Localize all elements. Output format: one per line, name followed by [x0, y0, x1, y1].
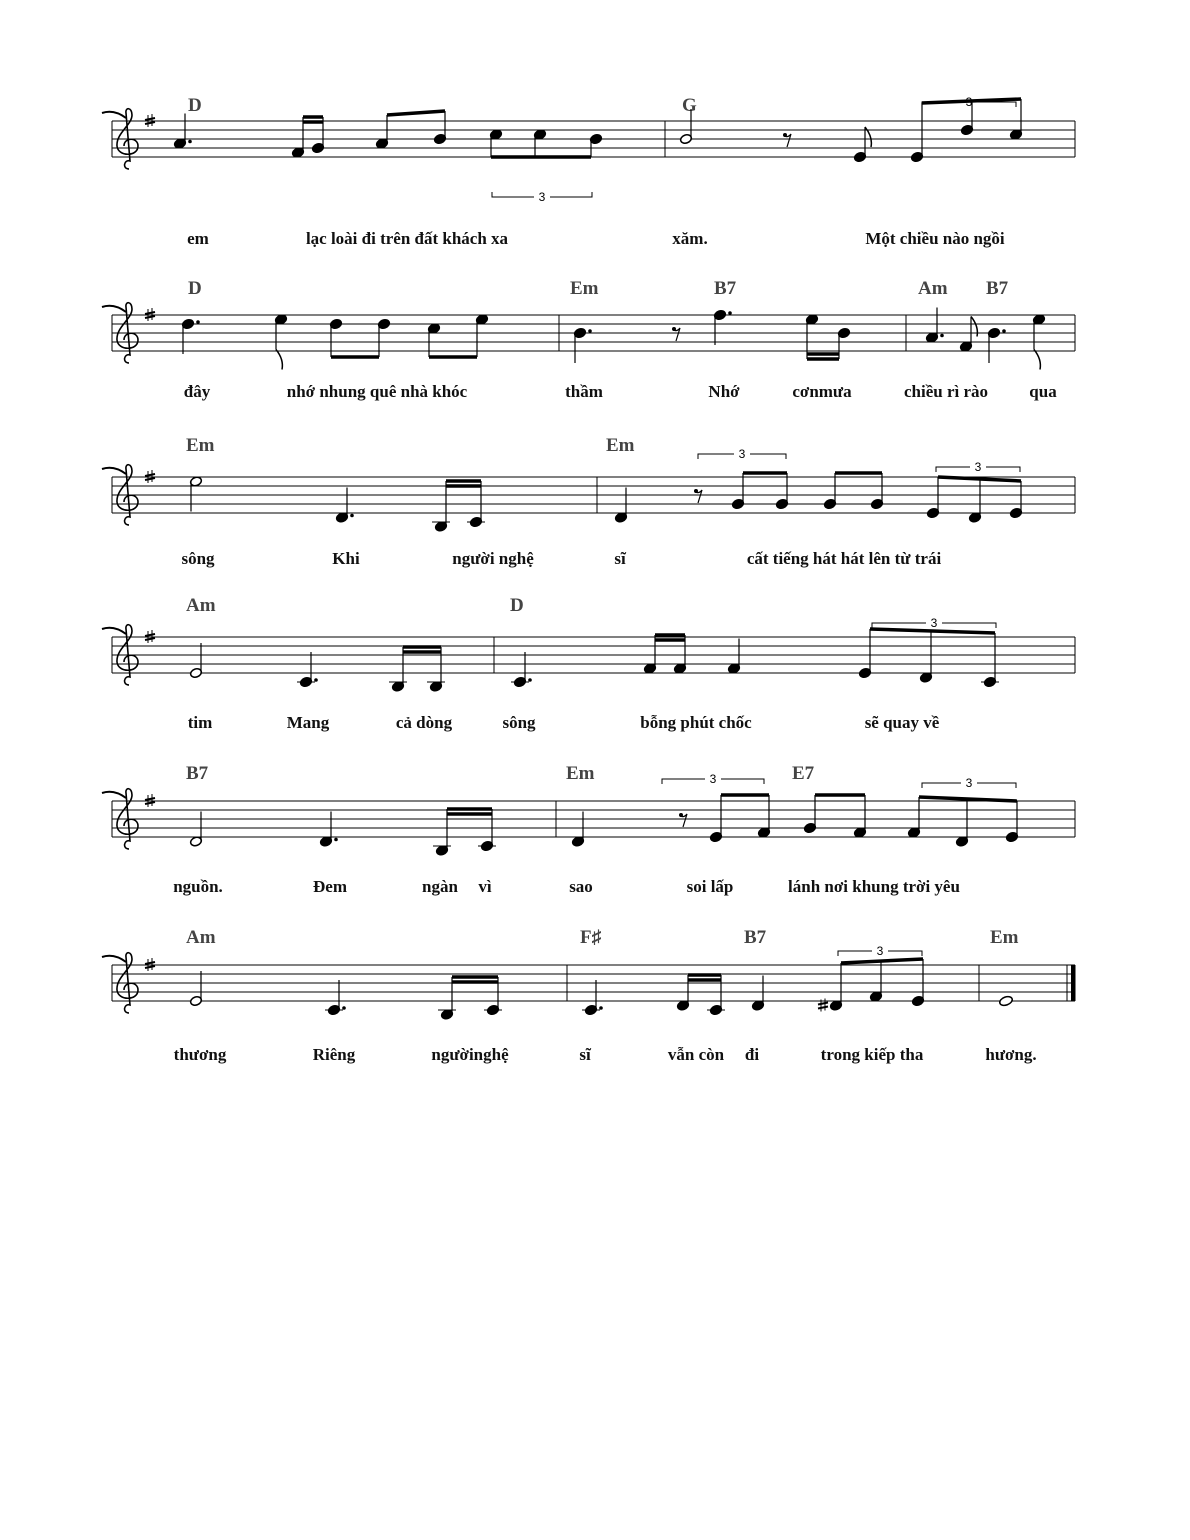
lyric-syllable: đây	[183, 382, 211, 401]
lyric-syllable: Riêng	[312, 1045, 356, 1064]
eighth-rest	[680, 814, 687, 827]
lyric-syllable: vì	[478, 877, 492, 896]
final-barline	[1071, 965, 1075, 1001]
chord-symbol: Em	[566, 763, 595, 784]
system-mark	[102, 628, 126, 634]
lyric-syllable: sông	[502, 713, 536, 732]
lyric-syllable: ngườinghệ	[431, 1045, 509, 1064]
lyric-syllable: tim	[187, 713, 213, 732]
staff-system-1	[102, 95, 1075, 248]
tuplet-number: 3	[930, 616, 938, 630]
lyric-syllable: chiều rì rào	[903, 382, 989, 401]
dot	[342, 1006, 346, 1010]
tuplet-number: 3	[965, 95, 973, 109]
staff-system-4	[102, 595, 1075, 732]
beam	[938, 477, 1021, 481]
staff-system-6	[102, 927, 1075, 1064]
chord-symbol: Em	[606, 435, 635, 456]
system-mark	[102, 792, 126, 798]
chord-symbol: Em	[570, 278, 599, 299]
flag	[276, 350, 282, 370]
lyric-syllable: sao	[569, 877, 593, 896]
system-mark	[102, 956, 126, 962]
staff-system-5	[102, 763, 1075, 896]
lyric-syllable: thầm	[565, 382, 603, 401]
lyric-syllable: ngàn	[422, 877, 458, 896]
eighth-rest	[695, 490, 702, 503]
sharp-sign	[145, 122, 155, 124]
lyric-syllable: cả dòng	[395, 713, 453, 732]
chord-symbol: G	[682, 95, 697, 116]
chord-symbol: Em	[990, 927, 1019, 948]
chord-symbol: Em	[186, 435, 215, 456]
dot	[588, 329, 592, 333]
system-mark	[102, 112, 126, 118]
sharp-sign	[145, 118, 155, 120]
lyric-syllable: sĩ	[614, 549, 626, 568]
dot	[1002, 329, 1006, 333]
notehead	[999, 995, 1014, 1007]
sharp-sign	[145, 312, 155, 314]
system-mark	[102, 306, 126, 312]
chord-symbol: B7	[714, 278, 737, 299]
sharp-sign	[145, 802, 155, 804]
lyric-syllable: thương	[173, 1045, 227, 1064]
lyric-syllable: sẽ quay về	[864, 713, 940, 732]
lyric-syllable: lạc loài đi trên đất khách xa	[305, 229, 509, 248]
sharp-sign	[145, 966, 155, 968]
chord-symbol: D	[510, 595, 524, 616]
chord-symbol: Am	[186, 927, 216, 948]
chord-symbol: E7	[792, 763, 815, 784]
system-mark	[102, 468, 126, 474]
eighth-rest	[673, 328, 680, 341]
chord-symbol: B7	[986, 278, 1009, 299]
lyric-syllable: người nghệ	[452, 549, 534, 568]
dot	[350, 514, 354, 518]
tuplet-number: 3	[538, 190, 546, 204]
lyric-syllable: đi	[744, 1045, 760, 1064]
lyric-syllable: Khi	[332, 549, 360, 568]
tuplet-number: 3	[965, 776, 973, 790]
chord-symbol: B7	[744, 927, 767, 948]
tuplet-number: 3	[738, 447, 746, 461]
lyric-syllable: Mang	[286, 713, 330, 732]
tuplet-number: 3	[974, 460, 982, 474]
sharp-sign	[145, 478, 155, 480]
lyric-syllable: Một chiều nào ngồi	[865, 229, 1005, 248]
flag	[1034, 350, 1040, 370]
lyric-syllable: hương.	[985, 1045, 1037, 1064]
chord-symbol: F♯	[580, 927, 602, 948]
tuplet-number: 3	[876, 944, 884, 958]
sharp-sign	[145, 638, 155, 640]
lyric-syllable: em	[187, 229, 209, 248]
lyric-syllable: xăm.	[672, 229, 708, 248]
dot	[940, 334, 944, 338]
lyric-syllable: Nhớ	[708, 382, 740, 401]
beam	[919, 797, 1017, 801]
dot	[334, 838, 338, 842]
sharp-sign	[145, 962, 155, 964]
staff-system-2	[102, 278, 1075, 401]
sharp-sign	[818, 1007, 828, 1009]
chord-symbol: Am	[918, 278, 948, 299]
lyric-syllable: soi lấp	[686, 877, 734, 896]
sharp-sign	[145, 474, 155, 476]
sharp-sign	[818, 1003, 828, 1005]
chord-symbol: B7	[186, 763, 209, 784]
lyric-syllable: bỗng phút chốc	[640, 713, 752, 732]
lyric-syllable: vẫn còn	[667, 1045, 725, 1064]
dot	[314, 678, 318, 682]
lyric-syllable: sông	[181, 549, 215, 568]
beam	[841, 959, 923, 963]
eighth-rest	[784, 134, 791, 147]
lyric-syllable: nguồn.	[173, 877, 223, 896]
chord-symbol: Am	[186, 595, 216, 616]
lyric-syllable: qua	[1029, 382, 1057, 401]
lyric-syllable: lánh nơi khung trời yêu	[788, 877, 960, 896]
lyric-syllable: nhớ nhung quê nhà khóc	[286, 382, 468, 401]
sharp-sign	[145, 316, 155, 318]
lyric-syllable: cất tiếng hát hát lên từ trái	[746, 549, 942, 568]
chord-symbol: D	[188, 95, 202, 116]
staff-system-3	[102, 435, 1075, 568]
dot	[728, 311, 732, 315]
dot	[599, 1006, 603, 1010]
dot	[196, 320, 200, 324]
sharp-sign	[145, 634, 155, 636]
lyric-syllable: sĩ	[579, 1045, 591, 1064]
dot	[528, 678, 532, 682]
chord-symbol: D	[188, 278, 202, 299]
lyric-syllable: trong kiếp tha	[820, 1045, 924, 1064]
lyric-syllable: Đem	[313, 877, 347, 896]
beam	[387, 111, 445, 115]
dot	[188, 140, 192, 144]
sharp-sign	[145, 798, 155, 800]
tuplet-number: 3	[709, 772, 717, 786]
lyric-syllable: cơnmưa	[792, 382, 852, 401]
